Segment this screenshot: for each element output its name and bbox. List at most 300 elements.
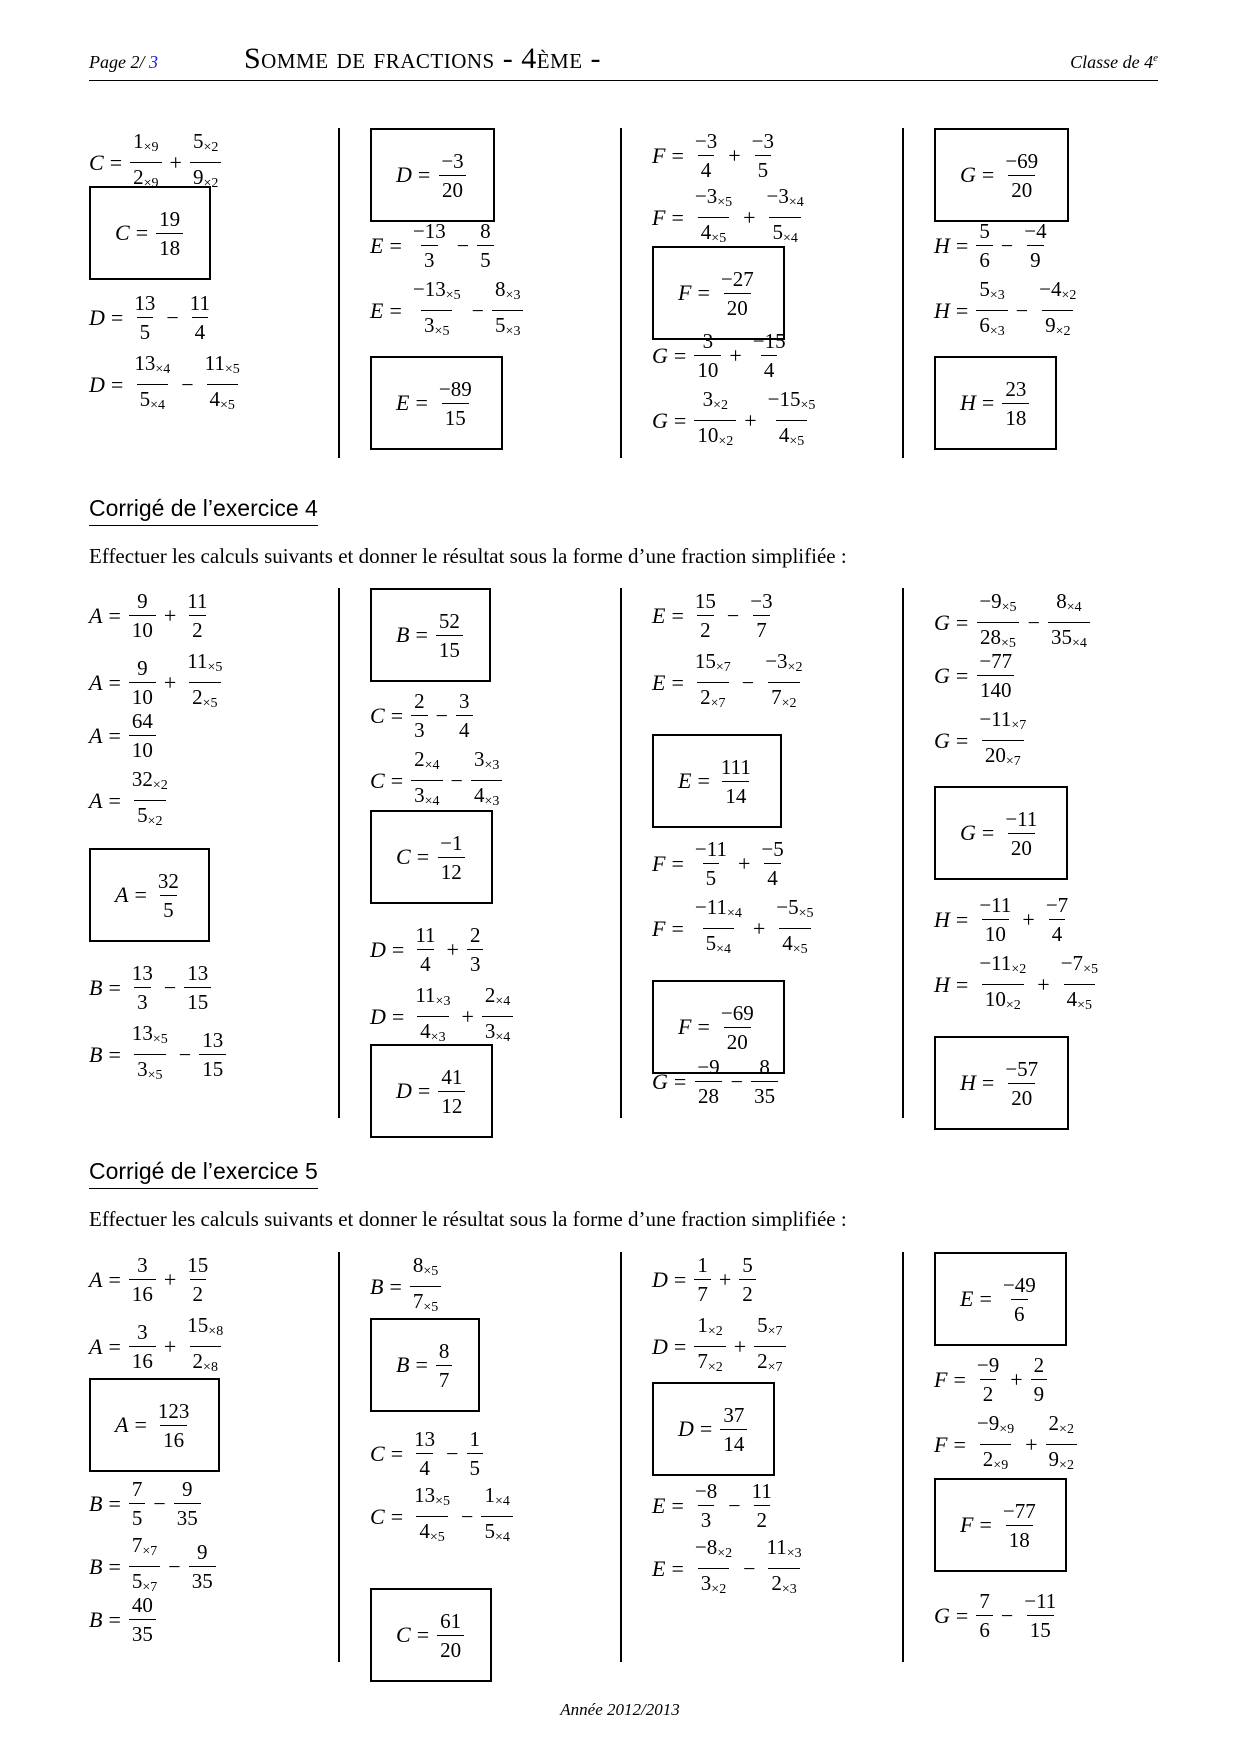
denominator: 4 <box>456 715 473 743</box>
calculation-step <box>652 648 807 717</box>
fraction <box>129 766 171 835</box>
numerator: −77 <box>1002 1498 1036 1523</box>
numerator: −77 <box>979 649 1013 673</box>
fraction <box>694 1312 725 1381</box>
numerator: $8_{\times 3}$ <box>495 277 521 303</box>
equals-sign: = <box>390 1503 404 1529</box>
variable-name: F <box>678 280 692 305</box>
fraction <box>437 830 465 885</box>
denominator: 4 <box>417 949 434 977</box>
fraction <box>129 588 156 643</box>
numerator: −11 <box>694 837 727 861</box>
denominator: 4 <box>698 155 715 183</box>
denominator: 7 <box>694 1279 711 1307</box>
denominator: 6 <box>1011 1299 1028 1327</box>
result-box <box>370 1588 492 1682</box>
fraction <box>692 128 720 183</box>
operator: − <box>166 304 179 330</box>
equals-sign: = <box>955 906 969 932</box>
fraction <box>754 1312 785 1381</box>
variable-name: C <box>396 844 411 869</box>
denominator: 16 <box>160 1425 187 1453</box>
fraction <box>129 1020 171 1089</box>
fraction <box>692 648 734 717</box>
numerator: 111 <box>720 754 751 779</box>
column-divider <box>902 128 904 458</box>
fraction <box>976 1588 993 1643</box>
result-box <box>370 356 503 450</box>
exercise-4-solutions <box>89 588 1158 1118</box>
denominator: $7_{\times 2}$ <box>768 682 799 717</box>
operator: + <box>752 915 766 941</box>
fraction <box>976 276 1007 345</box>
denominator: $4_{\times 5}$ <box>416 1516 447 1551</box>
numerator: 19 <box>159 206 181 231</box>
fraction <box>976 892 1014 947</box>
equals-sign: = <box>134 1412 147 1437</box>
equals-sign: = <box>673 342 687 368</box>
denominator: 9 <box>1031 1379 1048 1407</box>
equals-sign: = <box>390 1440 404 1466</box>
fraction <box>747 588 775 643</box>
numerator: $-3_{\times 4}$ <box>766 184 804 210</box>
operator: + <box>163 1266 177 1292</box>
denominator: 20 <box>724 293 751 321</box>
calculation-step <box>370 688 475 743</box>
equals-sign: = <box>108 1333 121 1359</box>
fraction <box>412 982 453 1051</box>
numerator: 13 <box>131 961 153 985</box>
numerator: −3 <box>751 129 774 153</box>
variable-name: B <box>89 974 103 1000</box>
numerator: $-15_{\times 5}$ <box>767 387 816 413</box>
calculation-step <box>370 1252 443 1321</box>
variable-name: D <box>396 1078 412 1103</box>
operator: + <box>163 1333 177 1359</box>
fraction <box>692 183 735 252</box>
denominator: 3 <box>698 1505 715 1533</box>
operator: − <box>1000 232 1014 258</box>
numerator: −11 <box>1024 1589 1057 1613</box>
numerator: $13_{\times 5}$ <box>414 1483 451 1509</box>
denominator: $2_{\times 5}$ <box>189 682 220 717</box>
numerator: $-9_{\times 9}$ <box>976 1411 1015 1437</box>
denominator: 15 <box>199 1054 226 1082</box>
equals-sign: = <box>108 1266 121 1292</box>
denominator: $28_{\times 5}$ <box>977 622 1019 657</box>
numerator: 123 <box>157 1398 190 1423</box>
denominator: $3_{\times 4}$ <box>411 780 442 815</box>
denominator: 35 <box>129 1619 156 1647</box>
equals-sign: = <box>953 1366 966 1392</box>
exercise-5-solutions <box>89 1252 1158 1662</box>
fraction <box>976 588 1019 657</box>
numerator: 13 <box>202 1028 224 1052</box>
equals-sign: = <box>108 669 121 695</box>
calculation-step <box>370 1482 515 1551</box>
numerator: $8_{\times 5}$ <box>412 1253 439 1279</box>
fraction <box>749 128 777 183</box>
denominator: $2_{\times 8}$ <box>190 1346 221 1381</box>
equals-sign: = <box>671 915 684 941</box>
denominator: $3_{\times 4}$ <box>482 1016 513 1051</box>
numerator: 8 <box>759 1055 770 1079</box>
equals-sign: = <box>671 850 684 876</box>
column-divider <box>338 128 340 458</box>
variable-name: H <box>934 906 950 932</box>
operator: − <box>163 974 177 1000</box>
numerator: −3 <box>694 129 718 153</box>
result-box <box>934 128 1069 222</box>
fraction <box>694 386 736 455</box>
denominator: 14 <box>720 1429 747 1457</box>
fraction <box>1002 806 1040 861</box>
result-box <box>370 588 491 682</box>
operator: + <box>1022 906 1035 932</box>
exercise-5-title: Corrigé de l’exercice 5 <box>89 1158 318 1189</box>
denominator: 3 <box>411 715 428 743</box>
operator: − <box>726 602 740 628</box>
operator: + <box>1037 971 1050 997</box>
numerator: 9 <box>137 589 148 613</box>
numerator: −11 <box>979 893 1012 917</box>
operator: + <box>163 602 177 628</box>
result-box <box>370 1318 480 1412</box>
denominator: $5_{\times 4}$ <box>769 217 800 252</box>
variable-name: C <box>370 1440 385 1466</box>
fraction <box>129 655 156 710</box>
fraction <box>187 290 213 345</box>
fraction <box>184 648 225 717</box>
operator: + <box>446 936 459 962</box>
fraction <box>762 648 805 717</box>
equals-sign: = <box>108 1606 121 1632</box>
numerator: 7 <box>979 1589 990 1613</box>
numerator: $2_{\times 4}$ <box>414 747 440 773</box>
calculation-step <box>652 386 820 455</box>
fraction <box>410 218 449 273</box>
denominator: $4_{\times 3}$ <box>417 1016 448 1051</box>
denominator: 35 <box>189 1566 216 1594</box>
numerator: $1_{\times 9}$ <box>133 129 159 155</box>
column-divider <box>902 1252 904 1662</box>
numerator: 13 <box>414 1427 436 1451</box>
fraction <box>129 1532 160 1601</box>
class-label: Classe de 4e <box>1070 52 1158 72</box>
operator: − <box>741 669 755 695</box>
fraction <box>692 836 730 891</box>
numerator: $8_{\times 4}$ <box>1056 589 1082 615</box>
numerator: $11_{\times 5}$ <box>187 649 223 675</box>
calculation-step <box>89 960 213 1015</box>
numerator: $13_{\times 5}$ <box>131 1021 168 1047</box>
equals-sign: = <box>673 1333 687 1359</box>
variable-name: E <box>652 602 666 628</box>
numerator: 1 <box>697 1253 708 1277</box>
variable-name: B <box>396 622 410 647</box>
operator: − <box>181 371 194 397</box>
fraction <box>467 922 484 977</box>
denominator: 18 <box>1002 403 1029 431</box>
numerator: 11 <box>751 1479 772 1503</box>
variable-name: B <box>89 1553 103 1579</box>
fraction <box>773 894 816 963</box>
page-total-link[interactable]: 3 <box>149 52 158 72</box>
operator: + <box>718 1266 732 1292</box>
variable-name: E <box>652 1555 666 1581</box>
variable-name: F <box>652 142 666 168</box>
numerator: 3 <box>137 1320 148 1344</box>
numerator: $-4_{\times 2}$ <box>1039 277 1077 303</box>
denominator: $9_{\times 2}$ <box>1042 310 1073 345</box>
denominator: 2 <box>190 1279 207 1307</box>
denominator: 3 <box>467 949 484 977</box>
denominator: 16 <box>129 1346 156 1374</box>
denominator: $3_{\times 5}$ <box>134 1054 165 1089</box>
calculation-step <box>934 588 1092 657</box>
variable-name: D <box>370 936 386 962</box>
calculation-step <box>652 588 778 643</box>
calculation-step <box>934 950 1103 1019</box>
variable-name: D <box>89 304 105 330</box>
equals-sign: = <box>389 297 402 323</box>
denominator: 7 <box>436 1365 453 1393</box>
equals-sign: = <box>389 1273 402 1299</box>
variable-name: C <box>370 767 385 793</box>
operator: + <box>744 407 757 433</box>
equals-sign: = <box>955 971 969 997</box>
denominator: 20 <box>1008 175 1035 203</box>
denominator: 16 <box>129 1279 156 1307</box>
fraction <box>1021 1588 1059 1643</box>
fraction <box>456 688 473 743</box>
equals-sign: = <box>671 669 684 695</box>
equals-sign: = <box>415 622 428 647</box>
fraction <box>976 950 1029 1019</box>
fraction <box>492 276 523 345</box>
operator: + <box>743 204 756 230</box>
calculation-step <box>89 1252 213 1307</box>
variable-name: E <box>678 768 692 793</box>
calculation-step <box>652 894 819 963</box>
operator: − <box>168 1553 181 1579</box>
denominator: 12 <box>438 1091 465 1119</box>
calculation-step <box>934 706 1031 775</box>
numerator: −69 <box>1005 148 1039 173</box>
calculation-step <box>370 982 515 1051</box>
operator: − <box>1000 1602 1014 1628</box>
equals-sign: = <box>697 1014 710 1039</box>
numerator: 2 <box>414 689 425 713</box>
footer-year: Année 2012/2013 <box>560 1700 680 1719</box>
numerator: 15 <box>187 1253 209 1277</box>
fraction <box>692 894 745 963</box>
fraction <box>1002 1056 1041 1111</box>
fraction <box>718 1000 757 1055</box>
numerator: −27 <box>720 266 754 291</box>
result-box <box>370 810 493 904</box>
calculation-step <box>370 218 496 273</box>
fraction <box>694 328 721 383</box>
denominator: 28 <box>695 1081 722 1109</box>
variable-name: E <box>396 390 410 415</box>
operator: − <box>178 1041 192 1067</box>
variable-name: G <box>652 407 668 433</box>
numerator: $5_{\times 2}$ <box>192 129 219 155</box>
result-box <box>370 128 495 222</box>
denominator: 2 <box>754 1505 771 1533</box>
denominator: $4_{\times 5}$ <box>207 384 238 419</box>
denominator: 15 <box>184 987 211 1015</box>
denominator: $2_{\times 7}$ <box>697 682 728 717</box>
fraction <box>1000 1272 1039 1327</box>
operator: − <box>1027 609 1040 635</box>
fraction <box>758 836 786 891</box>
calculation-step <box>652 836 789 891</box>
numerator: $-8_{\times 2}$ <box>694 1535 733 1561</box>
denominator: 4 <box>1049 919 1066 947</box>
fraction <box>1031 1352 1048 1407</box>
denominator: 9 <box>1027 245 1044 273</box>
variable-name: D <box>396 162 412 187</box>
operator: − <box>730 1068 744 1094</box>
fraction <box>1000 1498 1039 1553</box>
equals-sign: = <box>955 232 969 258</box>
calculation-step <box>934 218 1052 273</box>
fraction <box>1002 148 1041 203</box>
fraction <box>410 276 464 345</box>
fraction <box>129 1252 156 1307</box>
numerator: $2_{\times 4}$ <box>484 983 511 1009</box>
calculation-step <box>652 128 779 183</box>
denominator: $10_{\times 2}$ <box>694 420 736 455</box>
result-box <box>652 1382 775 1476</box>
numerator: 3 <box>702 329 714 353</box>
fraction <box>174 1476 201 1531</box>
variable-name: G <box>934 727 950 753</box>
numerator: $-9_{\times 5}$ <box>979 589 1017 615</box>
variable-name: D <box>89 371 105 397</box>
equals-sign: = <box>108 602 121 628</box>
equals-sign: = <box>697 280 710 305</box>
equals-sign: = <box>108 1490 121 1516</box>
fraction <box>1058 950 1101 1019</box>
fraction <box>976 648 1015 703</box>
numerator: 5 <box>742 1253 753 1277</box>
denominator: 35 <box>174 1503 201 1531</box>
fraction <box>411 688 428 743</box>
numerator: $-11_{\times 2}$ <box>979 951 1027 977</box>
fraction <box>692 1534 735 1603</box>
fraction <box>131 350 173 419</box>
denominator: 10 <box>129 615 156 643</box>
numerator: 13 <box>134 291 156 315</box>
denominator: $2_{\times 7}$ <box>754 1346 785 1381</box>
operator: − <box>435 702 449 728</box>
variable-name: D <box>652 1266 668 1292</box>
denominator: 10 <box>694 355 721 383</box>
variable-name: A <box>89 722 103 748</box>
numerator: 11 <box>415 923 436 947</box>
variable-name: G <box>960 820 976 845</box>
calculation-step <box>89 1532 218 1601</box>
denominator: $5_{\times 3}$ <box>492 310 523 345</box>
calculation-step <box>370 276 525 345</box>
variable-name: E <box>652 1492 666 1518</box>
column-divider <box>338 588 340 1118</box>
fraction <box>155 868 182 923</box>
fraction <box>184 588 210 643</box>
denominator: 20 <box>439 175 466 203</box>
numerator: $-11_{\times 7}$ <box>979 707 1027 733</box>
calculation-step <box>934 1410 1079 1479</box>
calculation-step <box>652 1534 807 1603</box>
equals-sign: = <box>390 767 404 793</box>
variable-name: C <box>370 1503 385 1529</box>
denominator: 5 <box>467 1453 484 1481</box>
operator: − <box>446 1440 459 1466</box>
operator: + <box>1025 1431 1038 1457</box>
fraction <box>692 588 719 643</box>
numerator: $-13_{\times 5}$ <box>412 277 461 303</box>
equals-sign: = <box>979 1286 992 1311</box>
variable-name: A <box>115 1412 129 1437</box>
denominator: 5 <box>703 863 720 891</box>
denominator: $5_{\times 7}$ <box>129 1566 160 1601</box>
numerator: −9 <box>976 1353 1000 1377</box>
denominator: $7_{\times 5}$ <box>410 1286 441 1321</box>
calculation-step <box>370 1426 485 1481</box>
denominator: 20 <box>437 1635 464 1663</box>
calculation-step <box>934 892 1073 947</box>
calculation-step <box>652 1478 777 1533</box>
denominator: $35_{\times 4}$ <box>1048 622 1090 657</box>
fraction <box>1036 276 1079 345</box>
numerator: −89 <box>438 376 472 401</box>
denominator: 10 <box>129 682 156 710</box>
denominator: 6 <box>976 1615 993 1643</box>
numerator: −13 <box>412 219 446 243</box>
denominator: 7 <box>753 615 770 643</box>
numerator: 3 <box>137 1253 148 1277</box>
numerator: 11 <box>187 589 208 613</box>
calculation-step <box>934 648 1017 703</box>
operator: − <box>471 297 485 323</box>
denominator: $5_{\times 4}$ <box>481 1516 512 1551</box>
numerator: 9 <box>196 1540 208 1564</box>
column-divider <box>902 588 904 1118</box>
denominator: 2 <box>697 615 714 643</box>
numerator: 1 <box>469 1427 481 1451</box>
result-box <box>370 1044 493 1138</box>
numerator: −3 <box>750 589 773 613</box>
numerator: 9 <box>182 1477 193 1501</box>
variable-name: G <box>934 1602 950 1628</box>
fraction <box>411 1426 438 1481</box>
fraction <box>765 386 819 455</box>
result-box <box>934 786 1068 880</box>
denominator: 2 <box>980 1379 997 1407</box>
denominator: 140 <box>977 675 1015 703</box>
fraction <box>410 1252 441 1321</box>
equals-sign: = <box>417 1078 431 1103</box>
denominator: $3_{\times 2}$ <box>698 1568 729 1603</box>
denominator: 4 <box>761 355 778 383</box>
fraction <box>411 746 442 815</box>
denominator: 5 <box>160 895 177 923</box>
column-divider <box>338 1252 340 1662</box>
numerator: $2_{\times 2}$ <box>1048 1411 1074 1437</box>
